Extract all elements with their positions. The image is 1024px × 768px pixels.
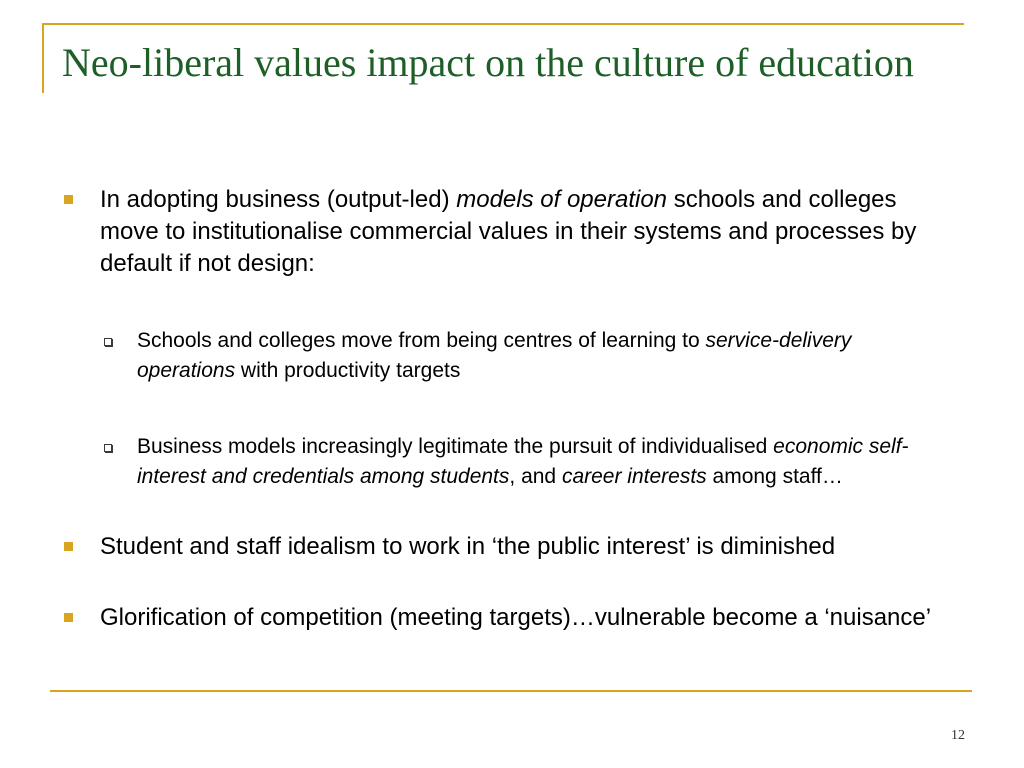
- bottom-border-line: [50, 690, 972, 692]
- square-bullet-icon: [64, 542, 73, 551]
- hollow-square-bullet-icon: [104, 338, 112, 346]
- sub-bullet-text: Schools and colleges move from being centres of learning to: [137, 329, 706, 352]
- top-border-line: [42, 23, 964, 25]
- sub-bullet-text: , and: [509, 465, 562, 488]
- sub-bullet-text: with productivity targets: [235, 359, 461, 382]
- slide-title: Neo-liberal values impact on the culture of education: [62, 40, 914, 85]
- square-bullet-icon: [64, 613, 73, 622]
- bullet-emphasis: models of operation: [456, 186, 668, 213]
- sub-bullet-item: [137, 326, 937, 386]
- page-number: 12: [951, 728, 965, 743]
- bullet-item: [100, 184, 950, 280]
- bullet-item: [100, 602, 950, 634]
- sub-bullet-item: [137, 432, 937, 492]
- left-border-line: [42, 23, 44, 93]
- sub-bullet-text: among staff…: [706, 465, 843, 488]
- bullet-text: Student and staff idealism to work in ‘the public interest’ is diminished: [100, 533, 836, 560]
- sub-bullet-emphasis: career interests: [561, 465, 707, 488]
- bullet-text: schools and colleges move to institutionalise commercial values in their systems and processes by default if not design:: [100, 186, 917, 277]
- bullet-item: [100, 531, 950, 563]
- square-bullet-icon: [64, 195, 73, 204]
- sub-bullet-emphasis: service-delivery operations: [137, 329, 852, 382]
- bullet-text: In adopting business (output-led): [100, 186, 457, 213]
- sub-bullet-text: Business models increasingly legitimate the pursuit of individualised: [137, 435, 774, 458]
- bullet-text: Glorification of competition (meeting targets)…vulnerable become a ‘nuisance’: [100, 604, 932, 631]
- hollow-square-bullet-icon: [104, 444, 112, 452]
- sub-bullet-emphasis: economic self-interest and credentials among students: [137, 435, 909, 488]
